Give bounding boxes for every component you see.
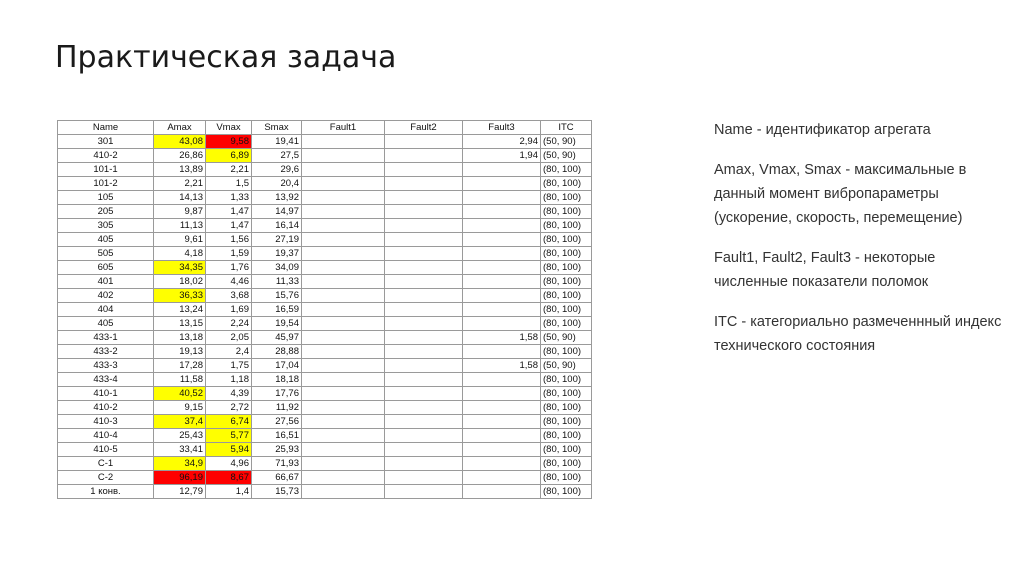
cell-smax: 45,97 [252, 331, 302, 345]
cell-vmax: 2,05 [206, 331, 252, 345]
cell-fault3: 1,58 [463, 331, 541, 345]
cell-name: 410-5 [58, 443, 154, 457]
cell-fault2 [385, 471, 463, 485]
cell-itc: (80, 100) [541, 443, 592, 457]
cell-name: 433-4 [58, 373, 154, 387]
cell-amax: 34,9 [154, 457, 206, 471]
cell-fault3 [463, 387, 541, 401]
cell-smax: 13,92 [252, 191, 302, 205]
cell-fault3 [463, 219, 541, 233]
cell-itc: (80, 100) [541, 163, 592, 177]
cell-fault1 [302, 457, 385, 471]
cell-smax: 34,09 [252, 261, 302, 275]
cell-amax: 4,18 [154, 247, 206, 261]
cell-fault2 [385, 387, 463, 401]
cell-amax: 13,24 [154, 303, 206, 317]
cell-itc: (80, 100) [541, 205, 592, 219]
cell-smax: 66,67 [252, 471, 302, 485]
cell-fault2 [385, 191, 463, 205]
cell-name: 402 [58, 289, 154, 303]
cell-itc: (80, 100) [541, 233, 592, 247]
cell-fault3 [463, 191, 541, 205]
cell-fault2 [385, 401, 463, 415]
cell-vmax: 2,24 [206, 317, 252, 331]
cell-fault1 [302, 289, 385, 303]
cell-vmax: 2,21 [206, 163, 252, 177]
header-fault1: Fault1 [302, 121, 385, 135]
cell-fault2 [385, 303, 463, 317]
cell-itc: (50, 90) [541, 135, 592, 149]
cell-name: 305 [58, 219, 154, 233]
cell-fault1 [302, 149, 385, 163]
cell-amax: 19,13 [154, 345, 206, 359]
cell-amax: 11,58 [154, 373, 206, 387]
cell-vmax: 1,47 [206, 219, 252, 233]
cell-vmax: 1,47 [206, 205, 252, 219]
cell-fault1 [302, 373, 385, 387]
cell-amax: 25,43 [154, 429, 206, 443]
cell-vmax: 4,46 [206, 275, 252, 289]
table-row [58, 415, 592, 429]
table-row [58, 149, 592, 163]
cell-name: C-2 [58, 471, 154, 485]
cell-amax: 9,87 [154, 205, 206, 219]
cell-smax: 16,51 [252, 429, 302, 443]
cell-itc: (80, 100) [541, 485, 592, 499]
cell-fault3: 1,94 [463, 149, 541, 163]
cell-smax: 17,04 [252, 359, 302, 373]
cell-name: 410-1 [58, 387, 154, 401]
table-row [58, 485, 592, 499]
cell-amax: 2,21 [154, 177, 206, 191]
cell-fault2 [385, 219, 463, 233]
cell-itc: (50, 90) [541, 359, 592, 373]
cell-name: 410-4 [58, 429, 154, 443]
header-itc: ITC [541, 121, 592, 135]
table-row [58, 373, 592, 387]
cell-fault2 [385, 261, 463, 275]
cell-fault3 [463, 289, 541, 303]
header-vmax: Vmax [206, 121, 252, 135]
cell-name: 405 [58, 233, 154, 247]
cell-fault3 [463, 415, 541, 429]
cell-fault1 [302, 359, 385, 373]
cell-smax: 11,33 [252, 275, 302, 289]
cell-fault1 [302, 163, 385, 177]
cell-fault2 [385, 429, 463, 443]
table-row [58, 205, 592, 219]
description-name: Name - идентификатор агрегата [714, 122, 931, 138]
cell-amax: 43,08 [154, 135, 206, 149]
cell-vmax: 1,56 [206, 233, 252, 247]
cell-vmax: 1,69 [206, 303, 252, 317]
cell-amax: 37,4 [154, 415, 206, 429]
cell-fault3 [463, 457, 541, 471]
cell-name: 433-1 [58, 331, 154, 345]
cell-fault1 [302, 275, 385, 289]
cell-fault3 [463, 247, 541, 261]
cell-smax: 19,54 [252, 317, 302, 331]
cell-itc: (80, 100) [541, 275, 592, 289]
cell-itc: (80, 100) [541, 457, 592, 471]
cell-fault2 [385, 457, 463, 471]
cell-vmax: 4,96 [206, 457, 252, 471]
table-row [58, 247, 592, 261]
cell-fault2 [385, 373, 463, 387]
cell-fault2 [385, 485, 463, 499]
cell-fault3: 1,58 [463, 359, 541, 373]
cell-fault3 [463, 471, 541, 485]
table-row [58, 401, 592, 415]
cell-vmax: 3,68 [206, 289, 252, 303]
cell-fault2 [385, 415, 463, 429]
table-row [58, 289, 592, 303]
header-name: Name [58, 121, 154, 135]
cell-fault2 [385, 317, 463, 331]
cell-fault1 [302, 331, 385, 345]
cell-itc: (80, 100) [541, 317, 592, 331]
cell-fault1 [302, 401, 385, 415]
cell-smax: 25,93 [252, 443, 302, 457]
cell-smax: 16,59 [252, 303, 302, 317]
table-row [58, 429, 592, 443]
cell-fault2 [385, 345, 463, 359]
cell-fault2 [385, 331, 463, 345]
cell-smax: 29,6 [252, 163, 302, 177]
table-row [58, 471, 592, 485]
cell-fault1 [302, 345, 385, 359]
table-row [58, 443, 592, 457]
table-row [58, 457, 592, 471]
header-amax: Amax [154, 121, 206, 135]
cell-name: 101-2 [58, 177, 154, 191]
table-row [58, 219, 592, 233]
cell-fault3 [463, 163, 541, 177]
cell-smax: 27,56 [252, 415, 302, 429]
cell-fault3: 2,94 [463, 135, 541, 149]
slide-title: Практическая задача [55, 40, 397, 75]
cell-fault1 [302, 485, 385, 499]
cell-fault1 [302, 387, 385, 401]
cell-vmax: 5,94 [206, 443, 252, 457]
cell-fault3 [463, 443, 541, 457]
cell-itc: (80, 100) [541, 177, 592, 191]
cell-vmax: 2,4 [206, 345, 252, 359]
cell-fault3 [463, 401, 541, 415]
cell-fault1 [302, 135, 385, 149]
table-row [58, 387, 592, 401]
cell-fault3 [463, 345, 541, 359]
cell-name: 605 [58, 261, 154, 275]
cell-fault2 [385, 359, 463, 373]
cell-vmax: 2,72 [206, 401, 252, 415]
cell-fault3 [463, 485, 541, 499]
cell-fault3 [463, 177, 541, 191]
description-vibration: Amax, Vmax, Smax - максимальные в данный момент вибропараметры (ускорение, скорость, перемещение) [714, 162, 967, 226]
cell-itc: (80, 100) [541, 415, 592, 429]
table-row [58, 359, 592, 373]
cell-name: 410-2 [58, 149, 154, 163]
cell-fault2 [385, 177, 463, 191]
cell-name: 1 конв. [58, 485, 154, 499]
header-smax: Smax [252, 121, 302, 135]
cell-fault1 [302, 177, 385, 191]
cell-fault2 [385, 135, 463, 149]
cell-amax: 13,15 [154, 317, 206, 331]
cell-amax: 11,13 [154, 219, 206, 233]
table-row [58, 191, 592, 205]
cell-fault3 [463, 303, 541, 317]
cell-amax: 9,15 [154, 401, 206, 415]
cell-fault3 [463, 261, 541, 275]
cell-itc: (80, 100) [541, 261, 592, 275]
table-row [58, 261, 592, 275]
table-row [58, 135, 592, 149]
cell-vmax: 5,77 [206, 429, 252, 443]
cell-vmax: 8,67 [206, 471, 252, 485]
cell-fault2 [385, 275, 463, 289]
table-row [58, 331, 592, 345]
cell-vmax: 1,5 [206, 177, 252, 191]
cell-smax: 14,97 [252, 205, 302, 219]
cell-name: 101-1 [58, 163, 154, 177]
description-itc: ITC - категориально размеченнный индекс технического состояния [714, 314, 1002, 354]
cell-fault1 [302, 471, 385, 485]
cell-amax: 17,28 [154, 359, 206, 373]
header-fault3: Fault3 [463, 121, 541, 135]
cell-amax: 26,86 [154, 149, 206, 163]
table-row [58, 177, 592, 191]
cell-amax: 33,41 [154, 443, 206, 457]
cell-name: C-1 [58, 457, 154, 471]
cell-itc: (80, 100) [541, 429, 592, 443]
cell-amax: 18,02 [154, 275, 206, 289]
cell-smax: 27,5 [252, 149, 302, 163]
table-header-row [58, 121, 592, 135]
cell-amax: 12,79 [154, 485, 206, 499]
cell-fault3 [463, 429, 541, 443]
cell-fault3 [463, 233, 541, 247]
cell-amax: 40,52 [154, 387, 206, 401]
cell-smax: 19,37 [252, 247, 302, 261]
cell-itc: (80, 100) [541, 219, 592, 233]
table-row [58, 233, 592, 247]
cell-fault2 [385, 163, 463, 177]
cell-fault3 [463, 373, 541, 387]
cell-fault3 [463, 317, 541, 331]
cell-fault1 [302, 415, 385, 429]
cell-fault1 [302, 205, 385, 219]
cell-fault1 [302, 303, 385, 317]
description-panel [714, 118, 1004, 374]
cell-fault2 [385, 289, 463, 303]
cell-itc: (80, 100) [541, 247, 592, 261]
cell-smax: 19,41 [252, 135, 302, 149]
cell-itc: (80, 100) [541, 303, 592, 317]
cell-vmax: 4,39 [206, 387, 252, 401]
cell-amax: 36,33 [154, 289, 206, 303]
cell-amax: 9,61 [154, 233, 206, 247]
cell-amax: 13,89 [154, 163, 206, 177]
cell-amax: 13,18 [154, 331, 206, 345]
cell-name: 205 [58, 205, 154, 219]
cell-fault1 [302, 219, 385, 233]
cell-smax: 11,92 [252, 401, 302, 415]
table-row [58, 163, 592, 177]
cell-vmax: 1,76 [206, 261, 252, 275]
cell-itc: (50, 90) [541, 331, 592, 345]
cell-itc: (80, 100) [541, 191, 592, 205]
cell-vmax: 1,59 [206, 247, 252, 261]
cell-fault1 [302, 233, 385, 247]
cell-fault1 [302, 429, 385, 443]
cell-name: 105 [58, 191, 154, 205]
cell-amax: 34,35 [154, 261, 206, 275]
header-fault2: Fault2 [385, 121, 463, 135]
cell-smax: 16,14 [252, 219, 302, 233]
cell-fault1 [302, 247, 385, 261]
cell-itc: (80, 100) [541, 289, 592, 303]
cell-vmax: 9,58 [206, 135, 252, 149]
cell-name: 410-2 [58, 401, 154, 415]
cell-fault3 [463, 275, 541, 289]
cell-fault2 [385, 205, 463, 219]
cell-name: 433-2 [58, 345, 154, 359]
cell-name: 301 [58, 135, 154, 149]
cell-fault2 [385, 233, 463, 247]
table-body [58, 135, 592, 499]
table-row [58, 317, 592, 331]
cell-itc: (80, 100) [541, 345, 592, 359]
cell-vmax: 1,33 [206, 191, 252, 205]
cell-smax: 71,93 [252, 457, 302, 471]
cell-fault1 [302, 317, 385, 331]
cell-smax: 28,88 [252, 345, 302, 359]
cell-amax: 96,19 [154, 471, 206, 485]
cell-fault2 [385, 247, 463, 261]
cell-fault1 [302, 261, 385, 275]
table-row [58, 303, 592, 317]
cell-itc: (80, 100) [541, 387, 592, 401]
cell-vmax: 1,4 [206, 485, 252, 499]
table-row [58, 275, 592, 289]
cell-vmax: 6,74 [206, 415, 252, 429]
cell-name: 401 [58, 275, 154, 289]
cell-itc: (80, 100) [541, 401, 592, 415]
cell-name: 433-3 [58, 359, 154, 373]
data-table [57, 120, 592, 499]
cell-name: 505 [58, 247, 154, 261]
cell-name: 404 [58, 303, 154, 317]
cell-vmax: 1,75 [206, 359, 252, 373]
cell-vmax: 1,18 [206, 373, 252, 387]
cell-fault2 [385, 149, 463, 163]
cell-smax: 18,18 [252, 373, 302, 387]
cell-smax: 15,73 [252, 485, 302, 499]
table-row [58, 345, 592, 359]
cell-fault1 [302, 443, 385, 457]
cell-fault3 [463, 205, 541, 219]
description-faults: Fault1, Fault2, Fault3 - некоторые численные показатели поломок [714, 250, 936, 290]
cell-itc: (80, 100) [541, 471, 592, 485]
cell-smax: 17,76 [252, 387, 302, 401]
cell-name: 410-3 [58, 415, 154, 429]
cell-smax: 27,19 [252, 233, 302, 247]
cell-amax: 14,13 [154, 191, 206, 205]
cell-vmax: 6,89 [206, 149, 252, 163]
cell-smax: 15,76 [252, 289, 302, 303]
cell-itc: (80, 100) [541, 373, 592, 387]
cell-fault2 [385, 443, 463, 457]
cell-itc: (50, 90) [541, 149, 592, 163]
cell-fault1 [302, 191, 385, 205]
cell-name: 405 [58, 317, 154, 331]
cell-smax: 20,4 [252, 177, 302, 191]
